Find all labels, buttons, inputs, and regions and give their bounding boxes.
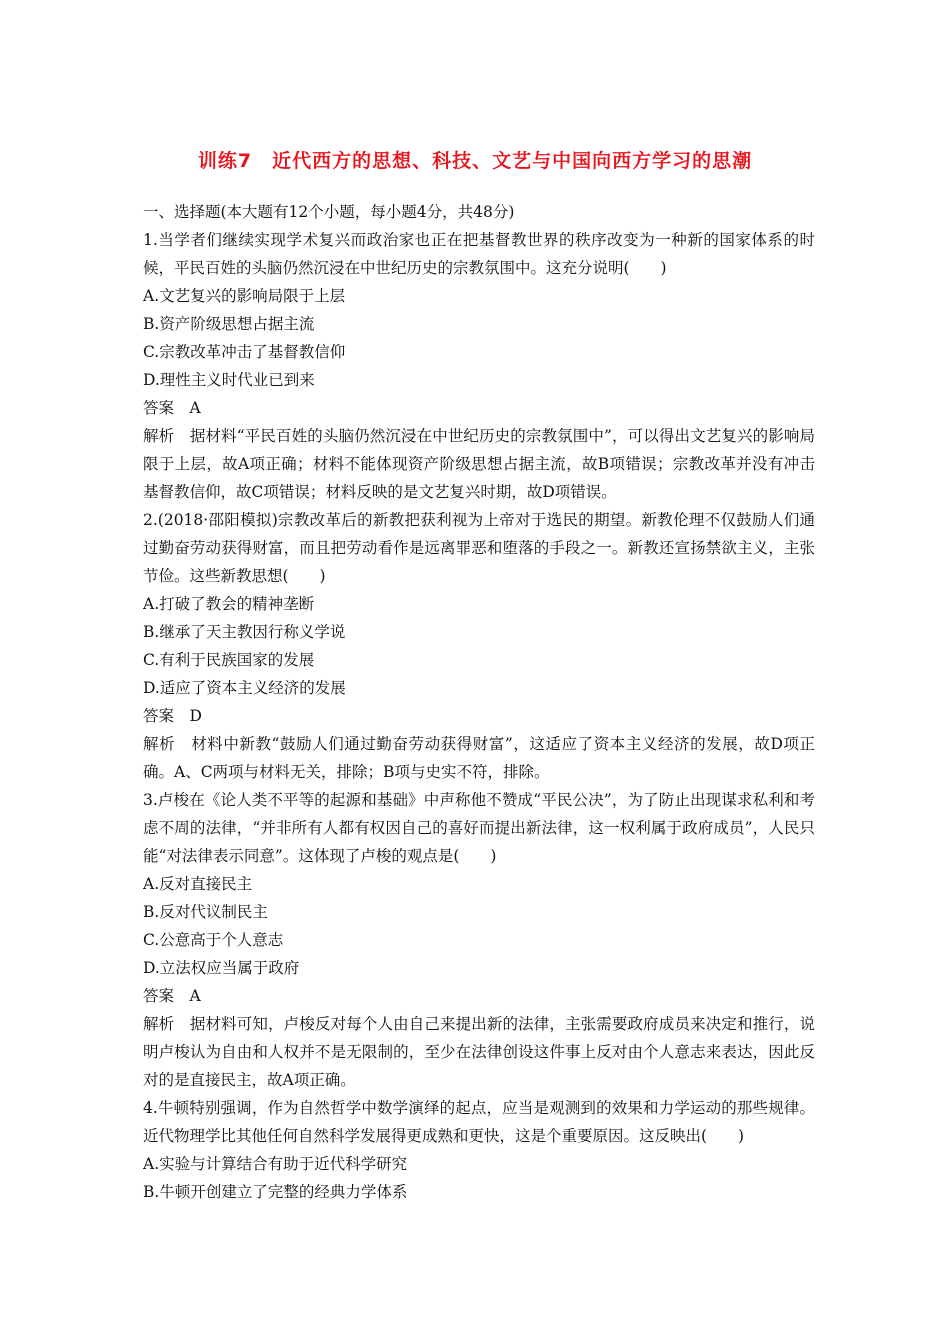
answer: 答案 A xyxy=(143,987,201,1005)
page-title: 训练7 近代西方的思想、科技、文艺与中国向西方学习的思潮 xyxy=(197,150,753,172)
option-c: C.公意高于个人意志 xyxy=(143,931,284,949)
question-4 xyxy=(143,1094,815,1206)
question-1 xyxy=(143,226,815,506)
question-3 xyxy=(143,786,815,1094)
question-stem: 4.牛顿特别强调，作为自然哲学中数学演绎的起点，应当是观测到的效果和力学运动的那些规律。近代物理学比其他任何自然科学发展得更成熟和更快，这是个重要原因。这反映出( ) xyxy=(143,1099,815,1145)
analysis: 解析 材料中新教“鼓励人们通过勤奋劳动获得财富”，这适应了资本主义经济的发展，故D项正确。A、C两项与材料无关，排除；B项与史实不符，排除。 xyxy=(143,735,815,781)
analysis: 解析 据材料“平民百姓的头脑仍然沉浸在中世纪历史的宗教氛围中”，可以得出文艺复兴的影响局限于上层，故A项正确；材料不能体现资产阶级思想占据主流，故B项错误；宗教改革并没有冲击基督教信仰，故C项错误；材料反映的是文艺复兴时期，故D项错误。 xyxy=(143,427,815,501)
option-a: A.反对直接民主 xyxy=(143,875,253,893)
question-2 xyxy=(143,506,815,786)
question-stem: 2.(2018·邵阳模拟)宗教改革后的新教把获利视为上帝对于选民的期望。新教伦理不仅鼓励人们通过勤奋劳动获得财富，而且把劳动看作是远离罪恶和堕落的手段之一。新教还宣扬禁欲主义，主张节俭。这些新教思想( ) xyxy=(143,511,815,585)
question-stem: 3.卢梭在《论人类不平等的起源和基础》中声称他不赞成“平民公决”，为了防止出现谋求私利和考虑不周的法律，“并非所有人都有权因自己的喜好而提出新法律，这一权利属于政府成员”，人民只能“对法律表示同意”。这体现了卢梭的观点是( ) xyxy=(143,791,815,865)
analysis: 解析 据材料可知，卢梭反对每个人由自己来提出新的法律，主张需要政府成员来决定和推行，说明卢梭认为自由和人权并不是无限制的，至少在法律创设这件事上反对由个人意志来表达，因此反对的是直接民主，故A项正确。 xyxy=(143,1015,815,1089)
answer: 答案 D xyxy=(143,707,202,725)
option-a: A.文艺复兴的影响局限于上层 xyxy=(143,287,346,305)
option-b: B.继承了天主教因行称义学说 xyxy=(143,623,346,641)
question-stem: 1.当学者们继续实现学术复兴而政治家也正在把基督教世界的秩序改变为一种新的国家体系的时候，平民百姓的头脑仍然沉浸在中世纪历史的宗教氛围中。这充分说明( ) xyxy=(143,231,815,277)
option-d: D.理性主义时代业已到来 xyxy=(143,371,315,389)
option-d: D.适应了资本主义经济的发展 xyxy=(143,679,346,697)
option-b: B.牛顿开创建立了完整的经典力学体系 xyxy=(143,1183,408,1201)
option-d: D.立法权应当属于政府 xyxy=(143,959,300,977)
option-c: C.有利于民族国家的发展 xyxy=(143,651,315,669)
option-b: B.反对代议制民主 xyxy=(143,903,268,921)
option-b: B.资产阶级思想占据主流 xyxy=(143,315,315,333)
answer: 答案 A xyxy=(143,399,201,417)
option-c: C.宗教改革冲击了基督教信仰 xyxy=(143,343,346,361)
option-a: A.实验与计算结合有助于近代科学研究 xyxy=(143,1155,408,1173)
document-body xyxy=(143,198,815,1206)
option-a: A.打破了教会的精神垄断 xyxy=(143,595,315,613)
section-heading: 一、选择题(本大题有12个小题，每小题4分，共48分) xyxy=(143,203,515,221)
